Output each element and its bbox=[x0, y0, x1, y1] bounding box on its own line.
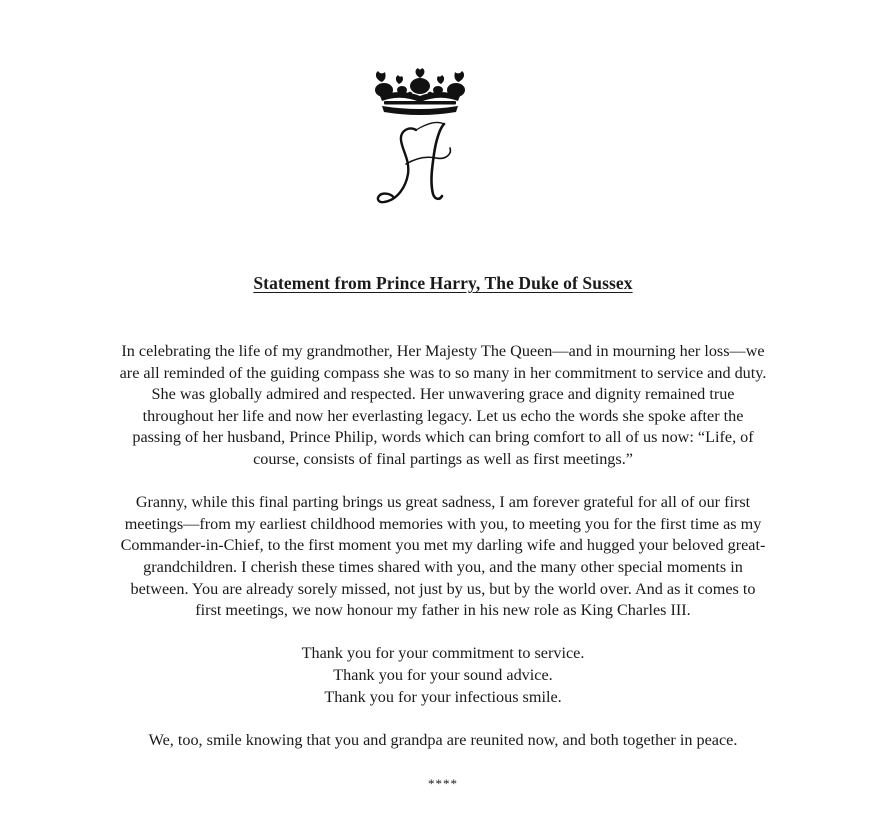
text-line: meetings—from my earliest childhood memories with you, to meeting you for the first time as my bbox=[124, 514, 762, 533]
text-line: between. You are already sorely missed, not just by us, but by the world over. And as it comes to bbox=[130, 579, 756, 598]
text-line: She was globally admired and respected. Her unwavering grace and dignity remained true bbox=[151, 385, 735, 404]
statement-body bbox=[40, 341, 846, 794]
paragraph-closing bbox=[40, 730, 846, 752]
paragraph-remembrance bbox=[40, 341, 846, 471]
thanks-line: Thank you for your commitment to service. bbox=[301, 644, 585, 663]
text-line: are all reminded of the guiding compass she was to so many in her commitment to service and duty. bbox=[119, 363, 767, 382]
text-line: course, consists of final partings as well as first meetings.” bbox=[253, 449, 633, 468]
royal-cipher-icon bbox=[370, 68, 470, 208]
paragraph-thanks bbox=[40, 643, 846, 708]
text-line: Granny, while this final parting brings us great sadness, I am forever grateful for all of our first bbox=[135, 493, 751, 512]
text-line: grandchildren. I cherish these times shared with you, and the many other special moments in bbox=[143, 557, 743, 576]
thanks-line: Thank you for your infectious smile. bbox=[324, 687, 562, 706]
text-line: Commander-in-Chief, to the first moment you met my darling wife and hugged your beloved great- bbox=[120, 536, 766, 555]
text-line: passing of her husband, Prince Philip, words which can bring comfort to all of us now: “Life, of bbox=[132, 428, 754, 447]
text-line: first meetings, we now honour my father in his new role as King Charles III. bbox=[195, 601, 691, 620]
text-line: In celebrating the life of my grandmother, Her Majesty The Queen—and in mourning her loss—we bbox=[121, 342, 765, 360]
thanks-line: Thank you for your sound advice. bbox=[333, 665, 553, 684]
end-mark: **** bbox=[428, 775, 458, 791]
closing-line: We, too, smile knowing that you and grandpa are reunited now, and both together in peace. bbox=[148, 730, 738, 749]
text-line: throughout her life and now her everlasting legacy. Let us echo the words she spoke after the bbox=[142, 406, 744, 425]
statement-title: Statement from Prince Harry, The Duke of Sussex bbox=[253, 273, 633, 293]
paragraph-first-meetings bbox=[40, 492, 846, 622]
